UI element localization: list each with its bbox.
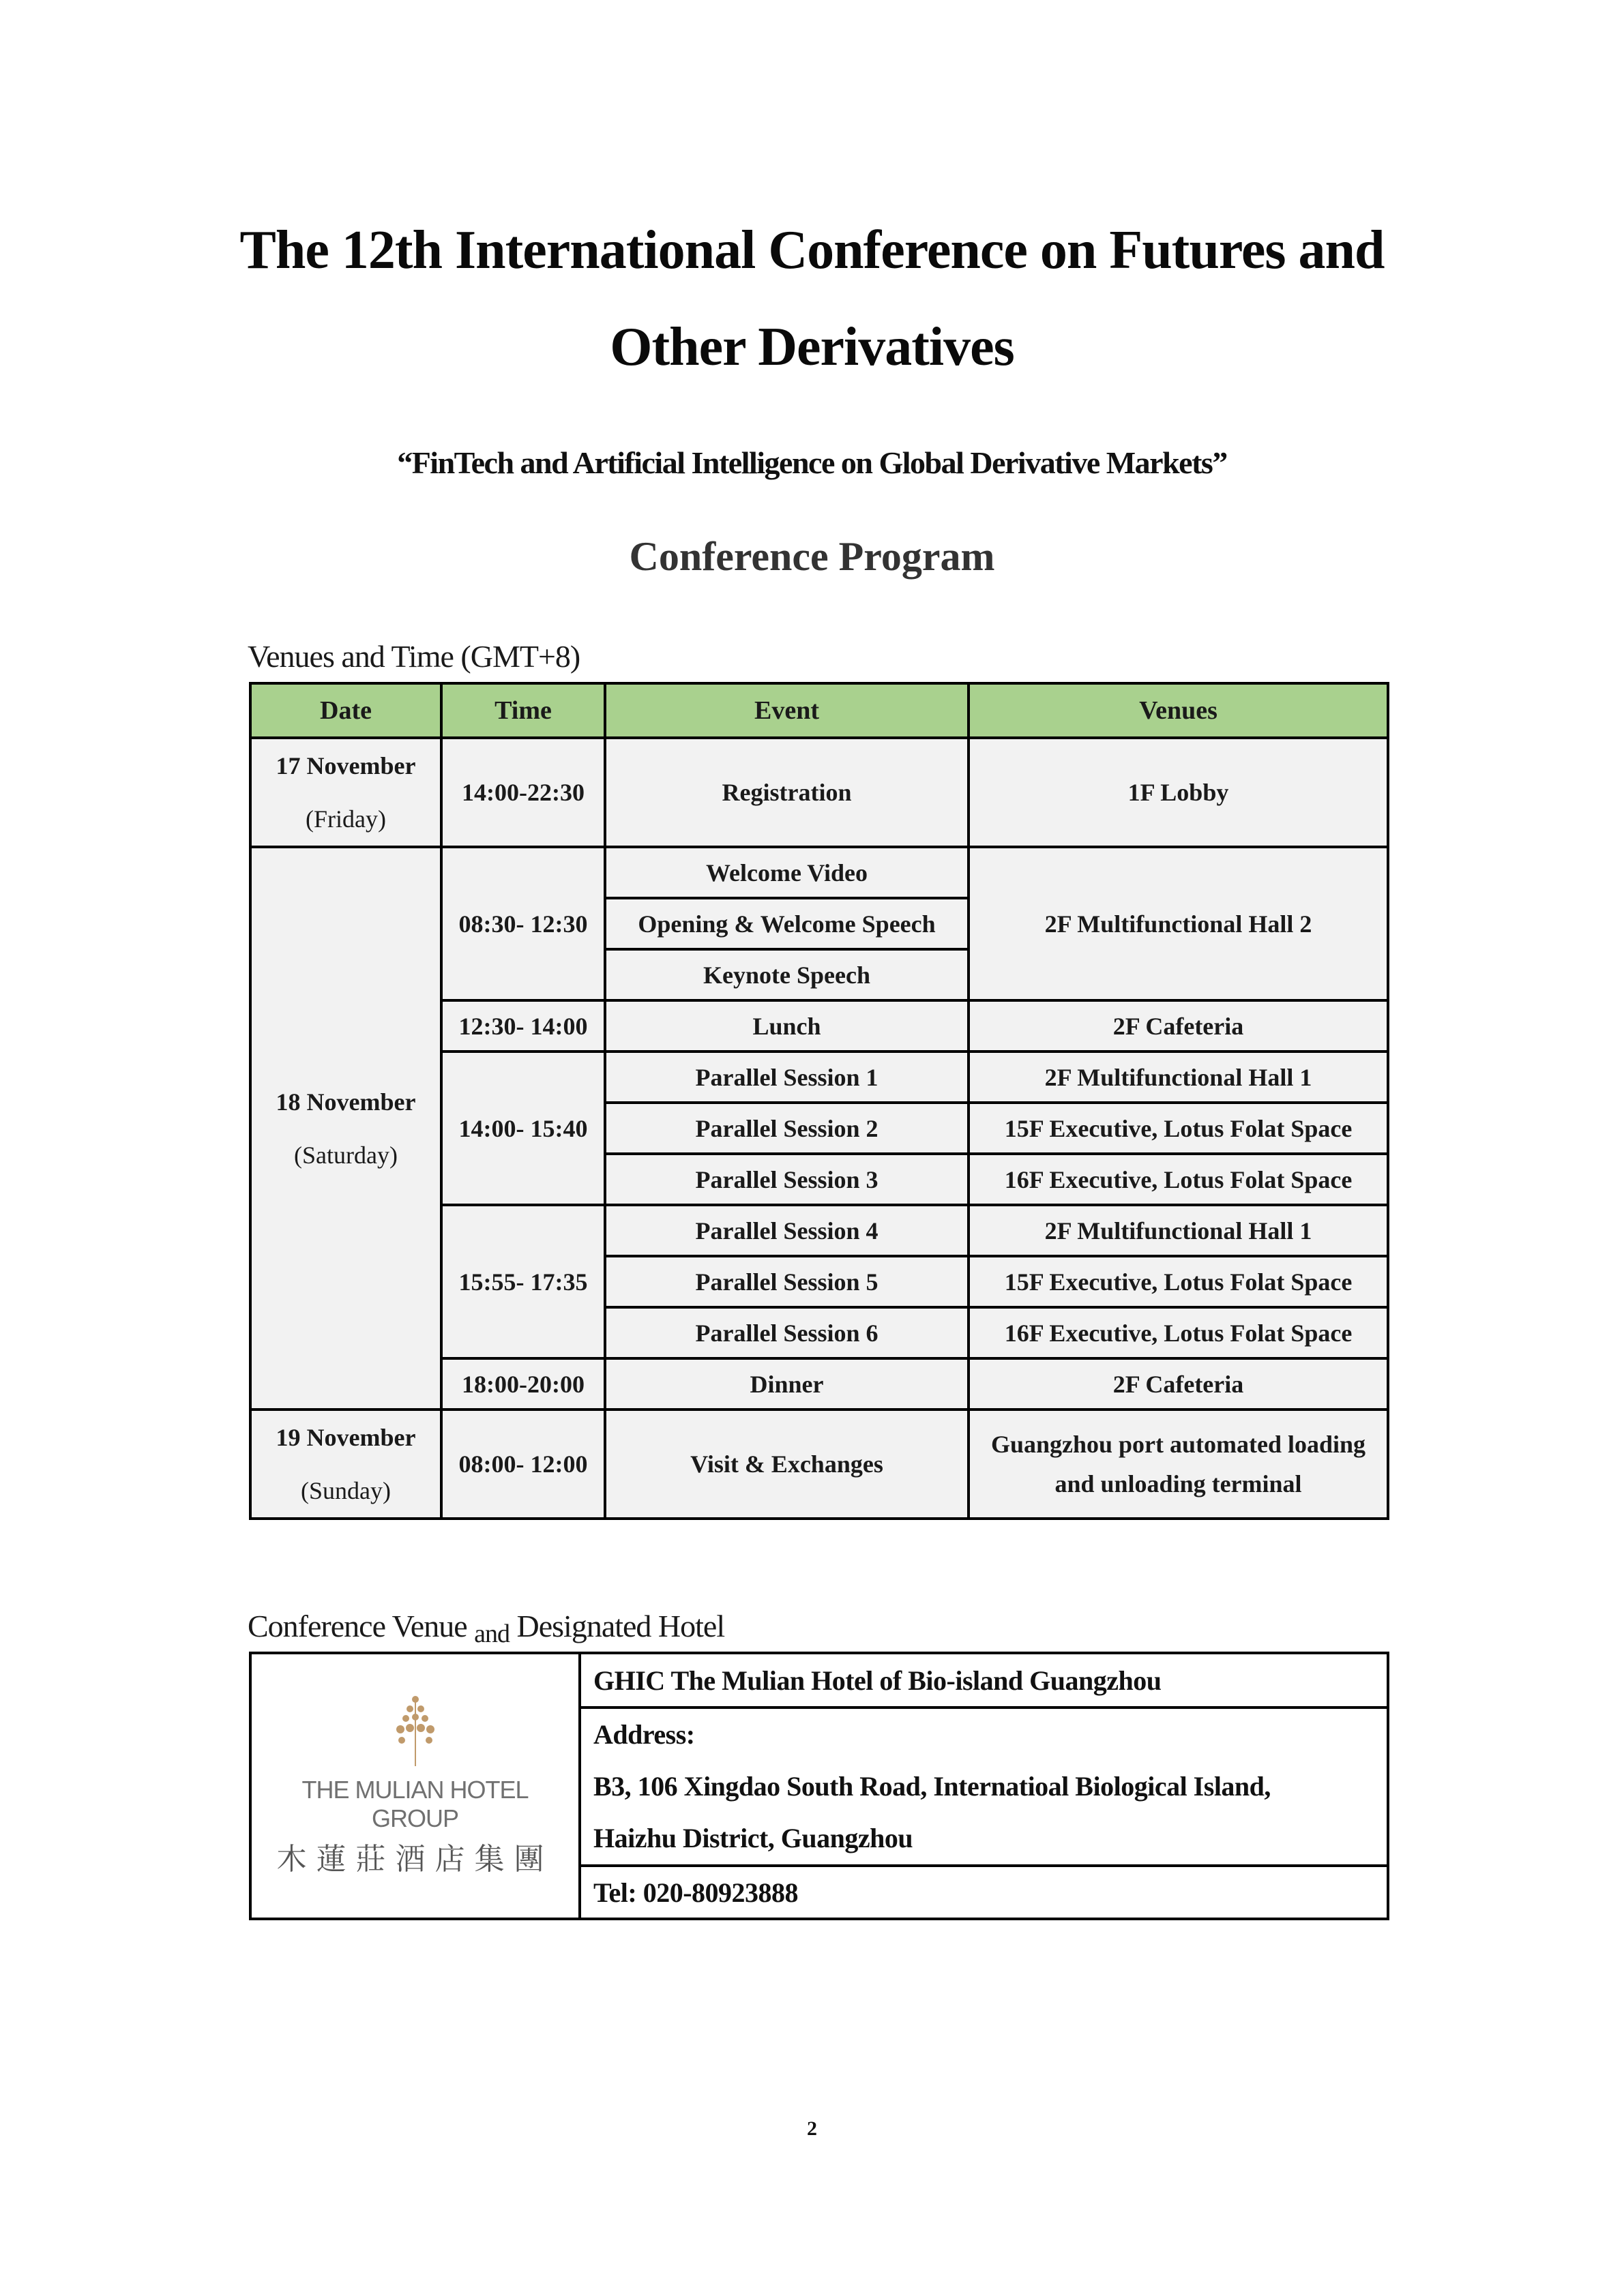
hotel-section-title-part: Designated Hotel <box>510 1609 725 1643</box>
date-label: 19 November <box>276 1424 416 1451</box>
column-header-event: Event <box>605 683 969 738</box>
address-label: Address: <box>593 1719 695 1750</box>
table-header-row <box>250 683 1388 738</box>
event-cell: Parallel Session 4 <box>605 1205 969 1256</box>
table-row <box>250 1410 1388 1519</box>
logo-text-english: THE MULIAN HOTEL GROUP <box>301 1776 529 1832</box>
hotel-name-row <box>250 1653 1388 1708</box>
hotel-address <box>580 1708 1388 1866</box>
logo-text-chinese: 木蓮莊酒店集團 <box>276 1842 554 1877</box>
time-cell: 18:00-20:00 <box>441 1358 605 1410</box>
weekday-label: (Sunday) <box>301 1477 391 1504</box>
document-title-line-2: Other Derivatives <box>610 317 1014 377</box>
schedule-table <box>249 682 1389 1520</box>
page-number: 2 <box>807 2117 817 2140</box>
venue-cell: 15F Executive, Lotus Folat Space <box>969 1103 1388 1154</box>
hotel-section-title <box>248 1608 725 1648</box>
venue-cell: 2F Multifunctional Hall 2 <box>969 847 1388 1000</box>
time-cell: 14:00-22:30 <box>441 738 605 847</box>
event-cell: Parallel Session 1 <box>605 1052 969 1103</box>
time-cell: 15:55- 17:35 <box>441 1205 605 1358</box>
event-cell: Dinner <box>605 1358 969 1410</box>
venue-cell: 16F Executive, Lotus Folat Space <box>969 1307 1388 1358</box>
date-cell <box>250 1410 441 1519</box>
column-header-time: Time <box>441 683 605 738</box>
address-line: B3, 106 Xingdao South Road, Internatioal Biological Island, <box>593 1771 1271 1802</box>
weekday-label: (Saturday) <box>294 1141 398 1169</box>
date-label: 18 November <box>276 1088 416 1116</box>
event-cell: Opening & Welcome Speech <box>605 898 969 949</box>
time-cell: 12:30- 14:00 <box>441 1000 605 1052</box>
venue-line: and unloading terminal <box>1054 1470 1302 1497</box>
venue-cell: 2F Multifunctional Hall 1 <box>969 1052 1388 1103</box>
time-cell: 14:00- 15:40 <box>441 1052 605 1205</box>
event-cell: Welcome Video <box>605 847 969 898</box>
event-cell: Visit & Exchanges <box>605 1410 969 1519</box>
event-cell: Parallel Session 5 <box>605 1256 969 1307</box>
hotel-telephone: Tel: 020-80923888 <box>580 1866 1388 1919</box>
column-header-venues: Venues <box>969 683 1388 738</box>
time-cell: 08:00- 12:00 <box>441 1410 605 1519</box>
event-cell: Parallel Session 6 <box>605 1307 969 1358</box>
table-row <box>250 847 1388 898</box>
event-cell: Lunch <box>605 1000 969 1052</box>
document-title-line-1: The 12th International Conference on Futures and <box>239 220 1385 280</box>
venue-cell: 16F Executive, Lotus Folat Space <box>969 1154 1388 1205</box>
table-row <box>250 738 1388 847</box>
venue-cell: 2F Cafeteria <box>969 1000 1388 1052</box>
column-header-date: Date <box>250 683 441 738</box>
schedule-section-title: Venues and Time (GMT+8) <box>248 639 580 674</box>
program-heading: Conference Program <box>629 534 995 579</box>
venue-cell: 1F Lobby <box>969 738 1388 847</box>
venue-line: Guangzhou port automated loading <box>990 1431 1366 1458</box>
conference-theme: “FinTech and Artificial Intelligence on Global Derivative Markets” <box>397 445 1227 480</box>
time-cell: 08:30- 12:30 <box>441 847 605 1000</box>
venue-cell <box>969 1410 1388 1519</box>
hotel-table <box>249 1652 1389 1920</box>
address-line: Haizhu District, Guangzhou <box>593 1823 913 1853</box>
mulian-tree-logo-icon <box>388 1694 443 1769</box>
event-cell: Parallel Session 3 <box>605 1154 969 1205</box>
event-cell: Parallel Session 2 <box>605 1103 969 1154</box>
weekday-label: (Friday) <box>306 805 386 833</box>
hotel-name: GHIC The Mulian Hotel of Bio-island Guangzhou <box>580 1653 1388 1708</box>
hotel-section-title-part: Conference Venue <box>248 1609 475 1643</box>
date-label: 17 November <box>276 752 416 779</box>
venue-cell: 2F Cafeteria <box>969 1358 1388 1410</box>
date-cell <box>250 847 441 1410</box>
venue-cell: 2F Multifunctional Hall 1 <box>969 1205 1388 1256</box>
date-cell <box>250 738 441 847</box>
hotel-section-title-and: and <box>474 1620 510 1648</box>
event-cell: Keynote Speech <box>605 949 969 1000</box>
venue-cell: 15F Executive, Lotus Folat Space <box>969 1256 1388 1307</box>
hotel-logo <box>250 1653 580 1919</box>
event-cell: Registration <box>605 738 969 847</box>
